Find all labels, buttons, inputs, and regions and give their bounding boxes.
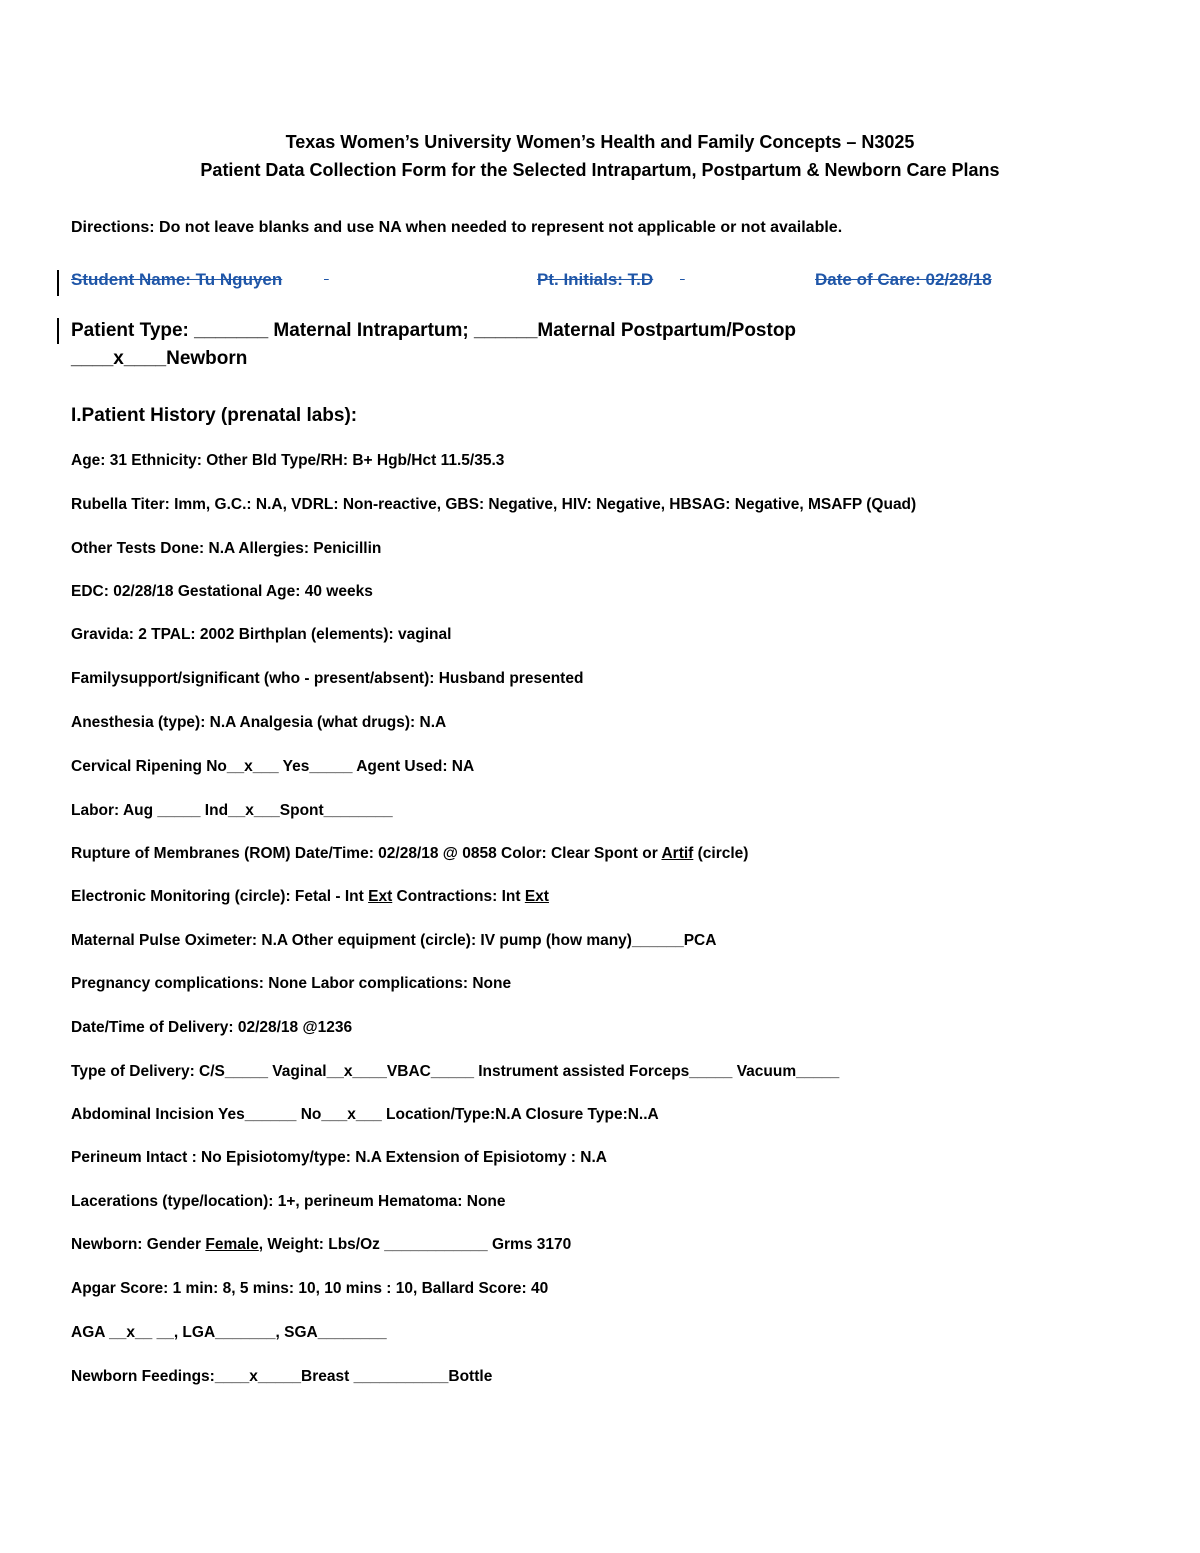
newborn-feedings-line: Newborn Feedings:____x_____Breast ___________Bottle <box>71 1368 493 1385</box>
patient-type-newborn: ____x____Newborn <box>71 348 248 369</box>
rom-circled-option: Artif <box>661 845 694 862</box>
rom-text: Rupture of Membranes (ROM) Date/Time: 02/28/18 @ 0858 Color: Clear Spont or <box>71 845 662 862</box>
newborn-weight: , Weight: Lbs/Oz ____________ Grms 3170 <box>258 1236 572 1253</box>
aga-line: AGA __x__ __, LGA_______, SGA________ <box>71 1324 387 1341</box>
document-title: Texas Women’s University Women’s Health and Family Concepts – N3025 <box>285 132 915 152</box>
other-tests-line: Other Tests Done: N.A Allergies: Penicillin <box>71 540 382 557</box>
perineum-line: Perineum Intact : No Episiotomy/type: N.A Extension of Episiotomy : N.A <box>71 1149 607 1166</box>
newborn-text: Newborn: Gender <box>71 1236 206 1253</box>
pulse-oximeter-line: Maternal Pulse Oximeter: N.A Other equipment (circle): IV pump (how many)______PCA <box>71 932 717 949</box>
section-heading: I.Patient History (prenatal labs): <box>71 405 358 426</box>
date-of-care-field: Date of Care: 02/28/18 <box>815 270 992 289</box>
rom-suffix: (circle) <box>693 845 749 862</box>
em-text: Electronic Monitoring (circle): Fetal - Int <box>71 888 369 905</box>
em-contractions: Contractions: Int <box>392 888 525 905</box>
patient-initials-field: Pt. Initials: T.D <box>537 270 654 289</box>
labor-line: Labor: Aug _____ Ind__x___Spont________ <box>71 802 393 819</box>
student-name-blank-line <box>324 270 536 290</box>
newborn-gender: Female <box>205 1236 259 1253</box>
apgar-line: Apgar Score: 1 min: 8, 5 mins: 10, 10 mins : 10, Ballard Score: 40 <box>71 1280 549 1297</box>
document-subtitle: Patient Data Collection Form for the Selected Intrapartum, Postpartum & Newborn Care Plans <box>200 160 1000 180</box>
newborn-line <box>71 1236 571 1254</box>
lacerations-line: Lacerations (type/location): 1+, perineum Hematoma: None <box>71 1193 506 1210</box>
gravida-line: Gravida: 2 TPAL: 2002 Birthplan (elements): vaginal <box>71 626 452 643</box>
electronic-monitoring-line <box>71 888 549 906</box>
edc-line: EDC: 02/28/18 Gestational Age: 40 weeks <box>71 583 373 600</box>
directions-text: Directions: Do not leave blanks and use NA when needed to represent not applicable or not available. <box>71 219 843 236</box>
em-contractions-ext: Ext <box>524 888 549 905</box>
cervical-ripening-line: Cervical Ripening No__x___ Yes_____ Agent Used: NA <box>71 758 475 775</box>
em-fetal-ext: Ext <box>368 888 393 905</box>
revision-change-bar <box>57 270 59 296</box>
initials-blank-line <box>680 270 814 290</box>
complications-line: Pregnancy complications: None Labor complications: None <box>71 975 512 992</box>
revision-change-bar <box>57 318 59 344</box>
anesthesia-line: Anesthesia (type): N.A Analgesia (what drugs): N.A <box>71 714 447 731</box>
patient-type-line: Patient Type: _______ Maternal Intrapartum; ______Maternal Postpartum/Postop <box>71 320 797 341</box>
age-line: Age: 31 Ethnicity: Other Bld Type/RH: B+ Hgb/Hct 11.5/35.3 <box>71 452 505 469</box>
rom-line <box>71 845 748 863</box>
family-support-line: Familysupport/significant (who - present/absent): Husband presented <box>71 670 584 687</box>
student-name-field: Student Name: Tu Nguyen <box>71 270 283 289</box>
abdominal-incision-line: Abdominal Incision Yes______ No___x___ Location/Type:N.A Closure Type:N..A <box>71 1106 659 1123</box>
delivery-time-line: Date/Time of Delivery: 02/28/18 @1236 <box>71 1019 353 1036</box>
delivery-type-line: Type of Delivery: C/S_____ Vaginal__x____VBAC_____ Instrument assisted Forceps_____ Vacuum_____ <box>71 1063 840 1080</box>
rubella-line: Rubella Titer: Imm, G.C.: N.A, VDRL: Non-reactive, GBS: Negative, HIV: Negative, HBSAG: Negative, MSAFP (Quad) <box>71 496 917 513</box>
